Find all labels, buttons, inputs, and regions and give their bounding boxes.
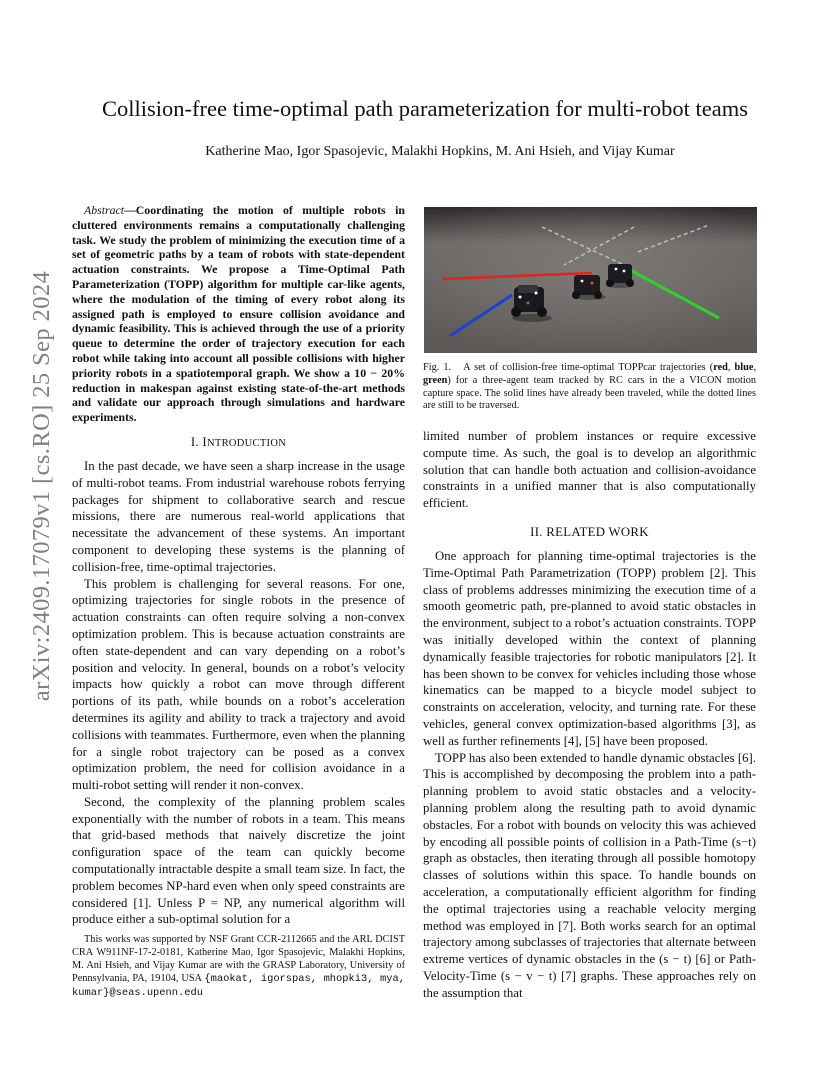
abstract [72,203,405,425]
caption-green: green [423,374,448,386]
section-title: RELATED WORK [546,524,649,539]
rc-car [606,264,634,288]
section-title-rest: NTRODUCTION [206,437,287,449]
caption-blue: blue [734,362,754,373]
intro-paragraph: Second, the complexity of the planning problem scales exponentially with the number of robots in a team. This means that grid-based methods that naively discretize the joint configuration space of the team can quickly become computationally intractable despite a small team size. In fact, the problem becomes NP-hard even when only speed constraints are considered [1]. Unless P = NP, any numerical algorithm will produce either a sub-optimal solution for a [72,794,405,927]
author-list: Katherine Mao, Igor Spasojevic, Malakhi Hopkins, M. Ani Hsieh, and Vijay Kumar [205,144,675,159]
abstract-text: Coordinating the motion of multiple robots in cluttered environments remains a computationally challenging task. We study the problem of minimizing the execution time of a set of geometric paths by a team of robots with state-dependent actuation constraints. We propose a Time-Optimal Path Parameterization (TOPP) algorithm for multiple car-like agents, where the modulation of the timing of every robot along its assigned path is employed to ensure collision avoidance and dynamic feasibility. This is achieved through the use of a priority queue to determine the order of trajectory execution for each robot while taking into account all possible collisions with higher priority robots in a spatiotemporal graph. We show a 10 − 20% reduction in makespan against existing state-of-the-art methods and validate our approach through simulations and hardware experiments. [72,203,405,425]
caption-text-a: A set of collision-free time-optimal TOPPcar trajectories ( [463,362,714,373]
abstract-dash: — [123,203,136,217]
abstract-label: Abstract [84,203,124,217]
figure-1-photo [424,207,757,353]
arxiv-sidebar [22,270,62,702]
intro-paragraph: This problem is challenging for several reasons. For one, optimizing trajectories for single robots in the presence of actuation constraints can often require solving a non-convex optimization problem. This is because actuation constraints are often state-dependent and can vary depending on a robot’s position and velocity. In general, bounds on a robot’s velocity impacts how quickly a robot can move through different portions of its path, while bounds on a robot’s acceleration determines its agility and ability to track a trajectory and avoid collisions with teammates. Furthermore, even when the planning for a single robot trajectory can be posed as a convex optimization problem, the need for collision avoidance in a multi-robot setting will render it non-convex. [72,576,405,793]
footnote [72,933,405,1000]
footnote-text: This works was supported by NSF Grant CCR-2112665 and the ARL DCIST CRA W911NF-17-2-0181, Katherine Mao, Igor Spasojevic, Malakhi Hopkins, M. Ani Hsieh, and Vijay Kumar are with the GRASP Laboratory, University of Pennsylvania, PA, 19104, USA [72,934,405,984]
left-column [72,203,405,928]
footnote-emails: {maokat, igorspas, mhopki3, mya, kumar}@seas.upenn.edu [72,973,405,999]
related-paragraph: TOPP has also been extended to handle dynamic obstacles [6]. This is accomplished by decomposing the problem into a path-planning problem to avoid static obstacles and a velocity-planning problem along the resulting path to avoid dynamic obstacles. For a robot with bounds on velocity this was achieved by encoding all possible points of collision in a Path-Time (s−t) graph as obstacles, then iterating through all possible homotopy classes of solutions within this space. To handle bounds on acceleration, a computationally efficient algorithm for finding the optimal trajectories using a reachable velocity merging method was employed in [7]. Both works search for an optimal trajectory among subclasses of trajectories that alternate between extreme vertices of dynamic obstacles in the (s − t) [6] or Path-Velocity-Time (s − v − t) [7] graphs. These approaches rely on the assumption that [423,750,756,1000]
robot-arena-image [424,207,757,353]
intro-paragraph: In the past decade, we have seen a sharp increase in the usage of multi-robot teams. From industrial warehouse robots ferrying packages for shipment to collaborative search and rescue missions, there are numerous real-world applications that necessitate the advancement of these systems. An important component to developing these systems is the planning of collision-free, time-optimal trajectories. [72,458,405,574]
section-heading-related-work [423,524,756,540]
caption-red: red [713,362,728,373]
arxiv-identifier: arXiv:2409.17079v1 [cs.RO] 25 Sep 2024 [28,270,55,702]
section-number: II. [530,524,543,539]
figure-label: Fig. 1. [423,362,452,373]
paper-title: Collision-free time-optimal path parameterization for multi-robot teams [101,96,749,121]
figure-caption: Fig. 1. A set of collision-free time-optimal TOPPcar trajectories (red, blue, green) for a three-agent team tracked by RC cars in the a VICON motion capture space. The solid lines have already been traveled, while the dotted lines are still to be traversed. [423,362,757,412]
caption-text-b: ) for a three-agent team tracked by RC cars in the a VICON motion capture space. The solid lines have already been traveled, while the dotted lines are still to be traversed. [423,374,756,412]
section-title-initial: I [202,434,207,449]
related-paragraph: One approach for planning time-optimal trajectories is the Time-Optimal Path Parametrization (TOPP) problem [2]. This class of problems addresses minimizing the execution time of a smooth geometric path, pre-planned to avoid static obstacles in the environment, subject to a robot’s actuation constraints. TOPP was initially developed within the context of planning dynamically feasible trajectories for robotic manipulators [2]. It has been shown to be convex for vehicles including those whose kinematics can be mapped to a bicycle model subject to constraints on acceleration, velocity, and turning rate. For these vehicles, general convex optimization-based algorithms [3], as well as further refinements [4], [5] have been proposed. [423,548,756,748]
intro-continuation: limited number of problem instances or require excessive compute time. As such, the goal is to develop an algorithmic solution that can handle both actuation and collision-avoidance constraints in a unified manner that is also computationally efficient. [423,429,756,511]
section-heading-introduction [72,434,405,452]
right-column [423,428,756,1002]
section-number: I. [190,434,199,449]
